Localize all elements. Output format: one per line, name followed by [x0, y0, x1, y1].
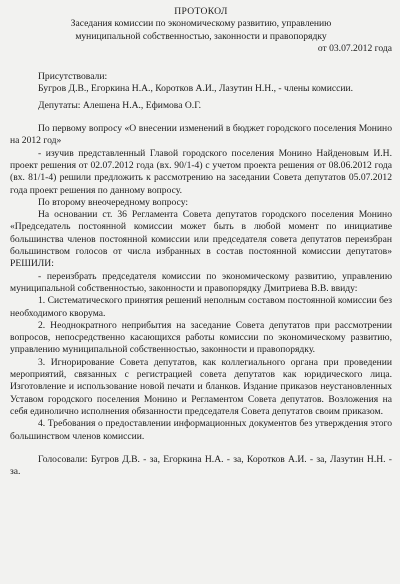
document-subtitle-line1: Заседания комиссии по экономическому развитию, управлению	[70, 18, 332, 30]
present-members: Бугров Д.В., Егоркина Н.А., Коротков А.И., Лазутин Н.Н., - члены комиссии.	[38, 83, 354, 95]
question-one-intro: По первому вопросу «О внесении изменений в бюджет городского поселения Монино на 2012 год»	[10, 123, 392, 147]
reason-item: 4. Требования о предоставлении информационных документов без утверждения этого большинством членов комиссии.	[10, 418, 392, 442]
reason-item: 1. Систематического принятия решений неполным составом постоянной комиссии без необходимого кворума.	[10, 295, 392, 319]
question-two-decision: - переизбрать председателя комиссии по экономическому развитию, управлению муниципальной собственностью, законности и правопорядку Дмитриева В.В. ввиду:	[10, 270, 392, 294]
question-two-basis: На основании ст. 36 Регламента Совета депутатов городского поселения Монино «Председатель постоянной комиссии может быть в любой момент по инициативе большинства членов постоянной комиссии или председателя совета депутатов переизбран большинством голосов от числа избранных в состав постоянной комиссии депутатов» РЕШИЛИ:	[10, 209, 392, 270]
attendance-block	[10, 71, 392, 112]
deputies-present: Депутаты: Алешена Н.А., Ефимова О.Г.	[38, 99, 202, 111]
present-label: Присутствовали:	[38, 71, 108, 83]
question-two-intro: По второму внеочередному вопросу:	[38, 196, 189, 208]
reason-item: 2. Неоднократного неприбытия на заседание Совета депутатов при рассмотрении вопросов, непосредственно касающихся работы комиссии по экономическому развитию, управлению муниципальной собственностью, законности и правопорядку.	[10, 319, 392, 356]
question-one-body: - изучив представленный Главой городского поселения Монино Найденовым И.Н. проект решения от 02.07.2012 года (вх. 90/1-4) с учетом проекта решения от 08.06.2012 года (вх. 81/1-4) решили предложить к рассмотрению на заседании Совета депутатов 05.07.2012 года проект решения по данному вопросу.	[10, 147, 392, 196]
document-title: ПРОТОКОЛ	[174, 6, 228, 17]
document-subtitle-line2: муниципальной собственностью, законности и правопорядку	[75, 30, 327, 42]
reason-item: 3. Игнорирование Совета депутатов, как коллегиального органа при проведении мероприятий, связанных с регистрацией совета депутатов как юридического лица. Изготовление и использование новой печати и бланков. Издание приказов неустановленных Уставом городского поселения Монино и Регламентом Совета депутатов. Возложения на себя единолично исполнения обязанности председателя Совета депутатов своим приказом.	[10, 356, 392, 417]
document-date: от 03.07.2012 года	[317, 42, 392, 54]
vote-result: Голосовали: Бугров Д.В. - за, Егоркина Н.А. - за, Коротков А.И. - за, Лазутин Н.Н. - за.	[10, 453, 392, 478]
